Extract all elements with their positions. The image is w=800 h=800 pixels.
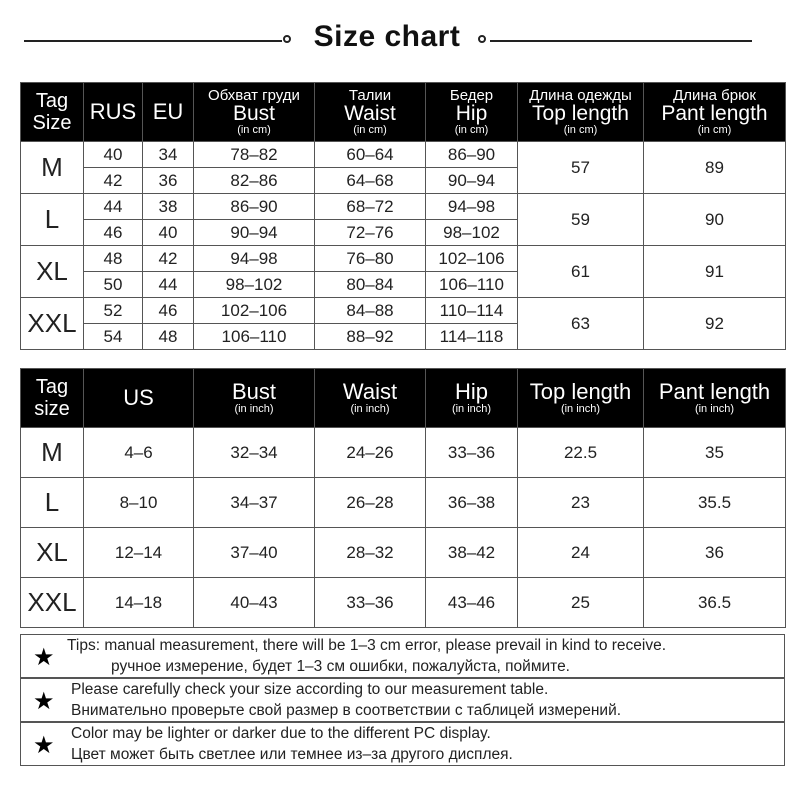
rus-cell: 52 <box>84 298 143 324</box>
header-label: Hip <box>454 379 488 404</box>
header-label: US <box>123 385 154 410</box>
rus-cell: 44 <box>84 194 143 220</box>
title-bar <box>0 14 800 62</box>
rus-cell: 42 <box>84 168 143 194</box>
top-length-cell: 57 <box>518 142 644 194</box>
waist-cell: 60–64 <box>315 142 426 168</box>
header-label-en: Top length <box>532 102 629 125</box>
header-unit: (in cm) <box>237 124 271 136</box>
header-pant-length <box>644 369 786 428</box>
header-bust <box>194 83 315 142</box>
hip-cell: 36–38 <box>426 478 518 528</box>
rus-cell: 40 <box>84 142 143 168</box>
tip-box-measurement <box>20 634 785 678</box>
hip-cell: 110–114 <box>426 298 518 324</box>
header-label-ru: Обхват груди <box>208 87 300 104</box>
header-unit: (in inch) <box>350 403 390 415</box>
bust-cell: 82–86 <box>194 168 315 194</box>
header-label-en: Pant length <box>661 102 768 125</box>
waist-cell: 28–32 <box>315 528 426 578</box>
bust-cell: 90–94 <box>194 220 315 246</box>
bust-cell: 106–110 <box>194 324 315 350</box>
waist-cell: 68–72 <box>315 194 426 220</box>
tip-text-en: Tips: manual measurement, there will be 1–3 cm error, please prevail in kind to receive. <box>67 637 667 654</box>
header-label: size <box>34 398 70 420</box>
star-icon: ★ <box>33 644 55 671</box>
waist-cell: 72–76 <box>315 220 426 246</box>
bust-cell: 32–34 <box>194 428 315 478</box>
tip-text-ru: Внимательно проверьте свой размер в соответствии с таблицей измерений. <box>71 702 622 719</box>
bust-cell: 34–37 <box>194 478 315 528</box>
table-row <box>21 578 786 628</box>
table-row <box>21 142 786 168</box>
header-label-en: Bust <box>232 102 276 125</box>
eu-cell: 48 <box>143 324 194 350</box>
header-unit: (in inch) <box>694 403 735 415</box>
us-cell: 4–6 <box>84 428 194 478</box>
bust-cell: 37–40 <box>194 528 315 578</box>
waist-cell: 84–88 <box>315 298 426 324</box>
header-label-ru: Длина брюк <box>673 87 756 104</box>
eu-cell: 36 <box>143 168 194 194</box>
header-pant-length <box>644 83 786 142</box>
circle-icon <box>478 35 486 43</box>
header-label-en: Hip <box>455 102 488 125</box>
tip-text-ru: ручное измерение, будет 1–3 см ошибки, пожалуйста, поймите. <box>111 658 570 675</box>
header-label: Tag <box>35 376 69 398</box>
top-length-cell: 59 <box>518 194 644 246</box>
header-rus: RUS <box>84 83 143 142</box>
waist-cell: 80–84 <box>315 272 426 298</box>
pant-length-cell: 92 <box>644 298 786 350</box>
header-unit: (in inch) <box>234 403 274 415</box>
tip-text-en: Color may be lighter or darker due to the different PC display. <box>71 725 491 742</box>
eu-cell: 34 <box>143 142 194 168</box>
size-cell: L <box>21 478 84 528</box>
hip-cell: 114–118 <box>426 324 518 350</box>
hip-cell: 38–42 <box>426 528 518 578</box>
header-row <box>21 83 786 142</box>
pant-length-cell: 36.5 <box>644 578 786 628</box>
us-cell: 12–14 <box>84 528 194 578</box>
header-label-en: Waist <box>344 102 396 125</box>
hip-cell: 94–98 <box>426 194 518 220</box>
waist-cell: 88–92 <box>315 324 426 350</box>
us-cell: 14–18 <box>84 578 194 628</box>
waist-cell: 76–80 <box>315 246 426 272</box>
header-unit: (in cm) <box>353 124 387 136</box>
hip-cell: 33–36 <box>426 428 518 478</box>
rus-cell: 46 <box>84 220 143 246</box>
pant-length-cell: 35.5 <box>644 478 786 528</box>
top-length-cell: 23 <box>518 478 644 528</box>
title-divider-right <box>490 40 752 42</box>
table-row <box>21 246 786 272</box>
bust-cell: 98–102 <box>194 272 315 298</box>
us-cell: 8–10 <box>84 478 194 528</box>
size-cell: M <box>21 142 84 194</box>
hip-cell: 106–110 <box>426 272 518 298</box>
header-label: Pant length <box>658 379 771 404</box>
header-label: Top length <box>529 379 632 404</box>
waist-cell: 26–28 <box>315 478 426 528</box>
tip-box-check-size <box>20 678 785 722</box>
bust-cell: 102–106 <box>194 298 315 324</box>
eu-cell: 40 <box>143 220 194 246</box>
star-icon: ★ <box>33 688 55 715</box>
header-eu: EU <box>143 83 194 142</box>
header-waist <box>315 369 426 428</box>
header-hip <box>426 369 518 428</box>
header-label: Waist <box>342 379 398 404</box>
eu-cell: 46 <box>143 298 194 324</box>
header-row <box>21 369 786 428</box>
header-label-ru: Талии <box>348 87 392 104</box>
hip-cell: 98–102 <box>426 220 518 246</box>
header-label: Tag <box>35 90 69 112</box>
pant-length-cell: 35 <box>644 428 786 478</box>
header-unit: (in cm) <box>697 124 732 136</box>
bust-cell: 40–43 <box>194 578 315 628</box>
header-label-ru: Длина одежды <box>529 87 632 104</box>
size-cell: XXL <box>21 298 84 350</box>
top-length-cell: 61 <box>518 246 644 298</box>
eu-cell: 38 <box>143 194 194 220</box>
pant-length-cell: 90 <box>644 194 786 246</box>
cm-size-table <box>20 82 786 350</box>
pant-length-cell: 36 <box>644 528 786 578</box>
pant-length-cell: 91 <box>644 246 786 298</box>
waist-cell: 64–68 <box>315 168 426 194</box>
bust-cell: 86–90 <box>194 194 315 220</box>
hip-cell: 86–90 <box>426 142 518 168</box>
hip-cell: 90–94 <box>426 168 518 194</box>
header-label-ru: Бедер <box>449 87 494 104</box>
page-title: Size chart <box>313 20 461 53</box>
star-icon: ★ <box>33 732 55 759</box>
top-length-cell: 63 <box>518 298 644 350</box>
eu-cell: 44 <box>143 272 194 298</box>
header-tag-size <box>21 369 84 428</box>
header-label: Bust <box>231 379 277 404</box>
header-top-length <box>518 83 644 142</box>
header-top-length <box>518 369 644 428</box>
size-cell: L <box>21 194 84 246</box>
size-cell: XL <box>21 246 84 298</box>
size-cell: M <box>21 428 84 478</box>
size-cell: XL <box>21 528 84 578</box>
top-length-cell: 25 <box>518 578 644 628</box>
bust-cell: 78–82 <box>194 142 315 168</box>
header-unit: (in cm) <box>563 124 598 136</box>
rus-cell: 54 <box>84 324 143 350</box>
header-us <box>84 369 194 428</box>
header-unit: (in cm) <box>454 124 489 136</box>
header-waist <box>315 83 426 142</box>
top-length-cell: 24 <box>518 528 644 578</box>
bust-cell: 94–98 <box>194 246 315 272</box>
table-row <box>21 194 786 220</box>
eu-cell: 42 <box>143 246 194 272</box>
size-cell: XXL <box>21 578 84 628</box>
header-hip <box>426 83 518 142</box>
top-length-cell: 22.5 <box>518 428 644 478</box>
tip-text-ru: Цвет может быть светлее или темнее из–за другого дисплея. <box>71 746 513 763</box>
header-bust <box>194 369 315 428</box>
header-unit: (in inch) <box>560 403 601 415</box>
hip-cell: 102–106 <box>426 246 518 272</box>
header-unit: (in inch) <box>451 403 492 415</box>
table-row <box>21 478 786 528</box>
table-row <box>21 298 786 324</box>
rus-cell: 48 <box>84 246 143 272</box>
circle-icon <box>283 35 291 43</box>
title-divider-left <box>24 40 282 42</box>
inch-size-table <box>20 368 786 628</box>
waist-cell: 33–36 <box>315 578 426 628</box>
header-tag-size <box>21 83 84 142</box>
pant-length-cell: 89 <box>644 142 786 194</box>
tip-box-color <box>20 722 785 766</box>
table-row <box>21 528 786 578</box>
rus-cell: 50 <box>84 272 143 298</box>
table-row <box>21 428 786 478</box>
hip-cell: 43–46 <box>426 578 518 628</box>
waist-cell: 24–26 <box>315 428 426 478</box>
header-label: Size <box>32 112 72 134</box>
tip-text-en: Please carefully check your size according to our measurement table. <box>71 681 549 698</box>
